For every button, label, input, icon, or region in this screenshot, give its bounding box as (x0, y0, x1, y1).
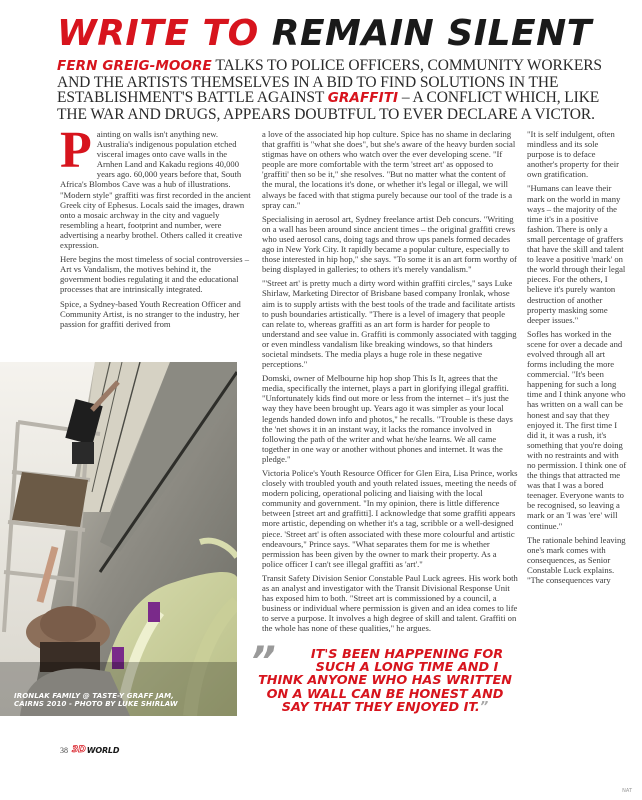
standfirst-highlight: GRAFFITI (327, 90, 399, 106)
paragraph: Victoria Police's Youth Resource Officer for Glen Eira, Lisa Prince, works closely with troubled youth and youth related issues, meeting the needs of modern policing, operational policing and liaising with the local community and government. "In my opinion, there is little difference between [street art and graffitti]. I acknowledge that some graffiti appears more artistic, depending on whether it's a tag, scribble or a well-designed piece. 'Street art' is often associated with these more colourful and artistic endeavours," Prince says. "What separates them for me is whether permission has been given by the owner to mark their property. As a police officer I can't see illegal graffiti as 'art'." (262, 468, 518, 569)
pull-quote-line: ON A WALL CAN BE HONEST AND (266, 686, 504, 702)
paragraph: Domski, owner of Melbourne hip hop shop This Is It, agrees that the media, specifically the internet, plays a part in glorifying illegal graffiti. "Unfortunately kids find out more or less from the internet – it's just the way they have been brought up. Years ago it was simpler as your local legends handed down info and photos," he recalls. "Trouble is these days the 'net shows it in an instant way, it lacks the romance involved in following the path of the writer and what he/she learns. We all came together in one way or another without phones and internet. It was the pledge." (262, 373, 513, 464)
headline-part-red: WRITE TO (57, 13, 259, 54)
paragraph: Here begins the most timeless of social controversies – Art vs Vandalism, the motives behind it, the government bodies regulating it and the educational processes that are intrinsically integrated. (60, 254, 250, 295)
caption-line: CAIRNS 2010 - PHOTO BY LUKE SHIRLAW (14, 699, 178, 708)
logo-world: WORLD (86, 745, 120, 755)
close-quote-mark-icon: ” (479, 699, 489, 715)
page-footer (60, 745, 119, 755)
drop-cap: P (60, 122, 92, 179)
body-column-1 (60, 122, 254, 333)
paragraph: "'Street art' is pretty much a dirty word within graffiti circles," says Luke Shirlaw, Marketing Director of Brisbane based company Ironlak, whose aim is to supply artists with the best tools of the trade and facilitate artists to push boundaries artistically. "There is a level of imagery that people can relate to, whereas graffiti as an art form is harder for people to understand and see value in. Graffiti is commonly associated with tagging or even mindless vandalism like breaking windows, so that hinders societal mindsets. The media plays a huge role in these negative perceptions." (262, 278, 517, 370)
standfirst-text-1: TALKS TO POLICE OFFICERS, COMMUNITY WORKERS AND THE ARTISTS THEMSELVES IN A BID TO FIND SOLUTIONS IN THE ESTABLISHMENT'S BATTLE AGAINST (57, 57, 602, 106)
graffiti-photo-illustration (0, 362, 237, 716)
corner-mark: NAT (622, 788, 632, 794)
paragraph (60, 122, 254, 251)
pull-quote-line (250, 701, 520, 714)
paragraph: The rationale behind leaving one's mark comes with consequences, as Senior Constable Luck explains. "The consequences vary (527, 534, 626, 586)
paragraph: Sofles has worked in the scene for over a decade and evolved through all art forms including the more commercial. "It's been happening for such a long time and I think anyone who has written on a wall can be honest and say that they enjoyed it. The first time I did it, it was a rush, it's something that you're doing with no restraints and with no permission. I think one of the things that attracted me was that I was a bored teenager. Everyone wants to be recognised, so leaving a mark or an 'I was 'ere' will continue." (527, 328, 627, 531)
paragraph: "Humans can leave their mark on the world in many ways – the majority of the time it's in a positive fashion. There is only a small percentage of graffers that have the skill and talent to leave a positive 'mark' on the world through their legal pieces. For the others, I believe it's purely wanton destruction of another property masking some deeper issues." (527, 183, 626, 325)
paragraph: Spice, a Sydney-based Youth Recreation Officer and Community Artist, is no stranger to the industry, her passion for graffiti derived from (60, 298, 241, 329)
pull-quote-text: SAY THAT THEY ENJOYED IT. (281, 699, 480, 715)
body-column-2 (262, 129, 518, 638)
article-headline (57, 12, 617, 56)
body-column-3 (527, 129, 627, 589)
paragraph: "It is self indulgent, often mindless and its sole purpose is to deface another's property for their own gratification. (527, 129, 619, 180)
paragraph: Transit Safety Division Senior Constable Paul Luck agrees. His work both as an analyst and investigator with the Transit Divisional Response Unit has exposed him to both. "Street art is commissioned by a council, a business or individual where permission is given and an idea comes to life to serve a purpose. It involves a high degree of skill and talent. Graffiti on the whole has none of these qualities," he argues. (262, 572, 518, 634)
paragraph-text: ainting on walls isn't anything new. Australia's indigenous population etched visceral images onto cave walls in the Arnhen Land and Kakadu regions 40,000 years ago. 60,000 years before that, South Africa's Blombos Cave was a hub of illustrations. "Modern style" graffiti was first recorded in the ancient Greek city of Ephesus. Locals said the images, drawn onto a mosaic archway in the city and vaguely resembling a heart, footprint and number, were advertising a nearby brothel. Others called it creative expression. (60, 129, 251, 251)
paragraph: Specialising in aerosol art, Sydney freelance artist Deb concurs. "Writing on a wall has been around since ancient times – the original graffiti crews who used aerosol cans, doing tags and throw ups panels formed decades ago in New York City. It rapidly became a popular culture, especially to those interested in hip hop," she says. "To some it is an art form worthy of being displayed in galleries; to others it's merely vandalism." (262, 213, 517, 275)
article-photo (0, 362, 237, 716)
logo-3d: 3D (72, 745, 86, 755)
headline-part-black: REMAIN SILENT (271, 13, 592, 54)
page-number: 38 (60, 745, 68, 755)
pull-quote-line: IT'S BEEN HAPPENING FOR (310, 647, 504, 662)
open-quote-mark-icon: ” (250, 639, 272, 685)
author-byline: FERN GREIG-MOORE (57, 58, 212, 74)
pull-quote-line: SUCH A LONG TIME AND I (315, 660, 499, 676)
standfirst (57, 58, 617, 122)
standfirst-text-2: – A CONFLICT WHICH, LIKE THE WAR AND DRUGS, APPEARS DOUBTFUL TO EVER DECLARE A VICTOR. (57, 89, 600, 123)
caption-line: IRONLAK FAMILY @ TASTE-Y GRAFF JAM, (14, 691, 174, 700)
pull-quote-line: THINK ANYONE WHO HAS WRITTEN (258, 673, 512, 689)
photo-caption (14, 692, 234, 708)
magazine-logo (72, 745, 119, 755)
pull-quote (250, 639, 520, 715)
paragraph: a love of the associated hip hop culture. Spice has no shame in declaring that graffiti is "what she does", but she's aware of the heavy burden social stigmas have on others who watch over the ever developing scene. "If people are more comfortable with the term 'street art' as opposed to 'graffiti' then so be it," she resolves. "But no matter what the content of the mural, the locations it's done, or whether it's legal or illegal, we will always be faced with that stigma purely because our tool of the trade is a spray can." (262, 129, 516, 210)
